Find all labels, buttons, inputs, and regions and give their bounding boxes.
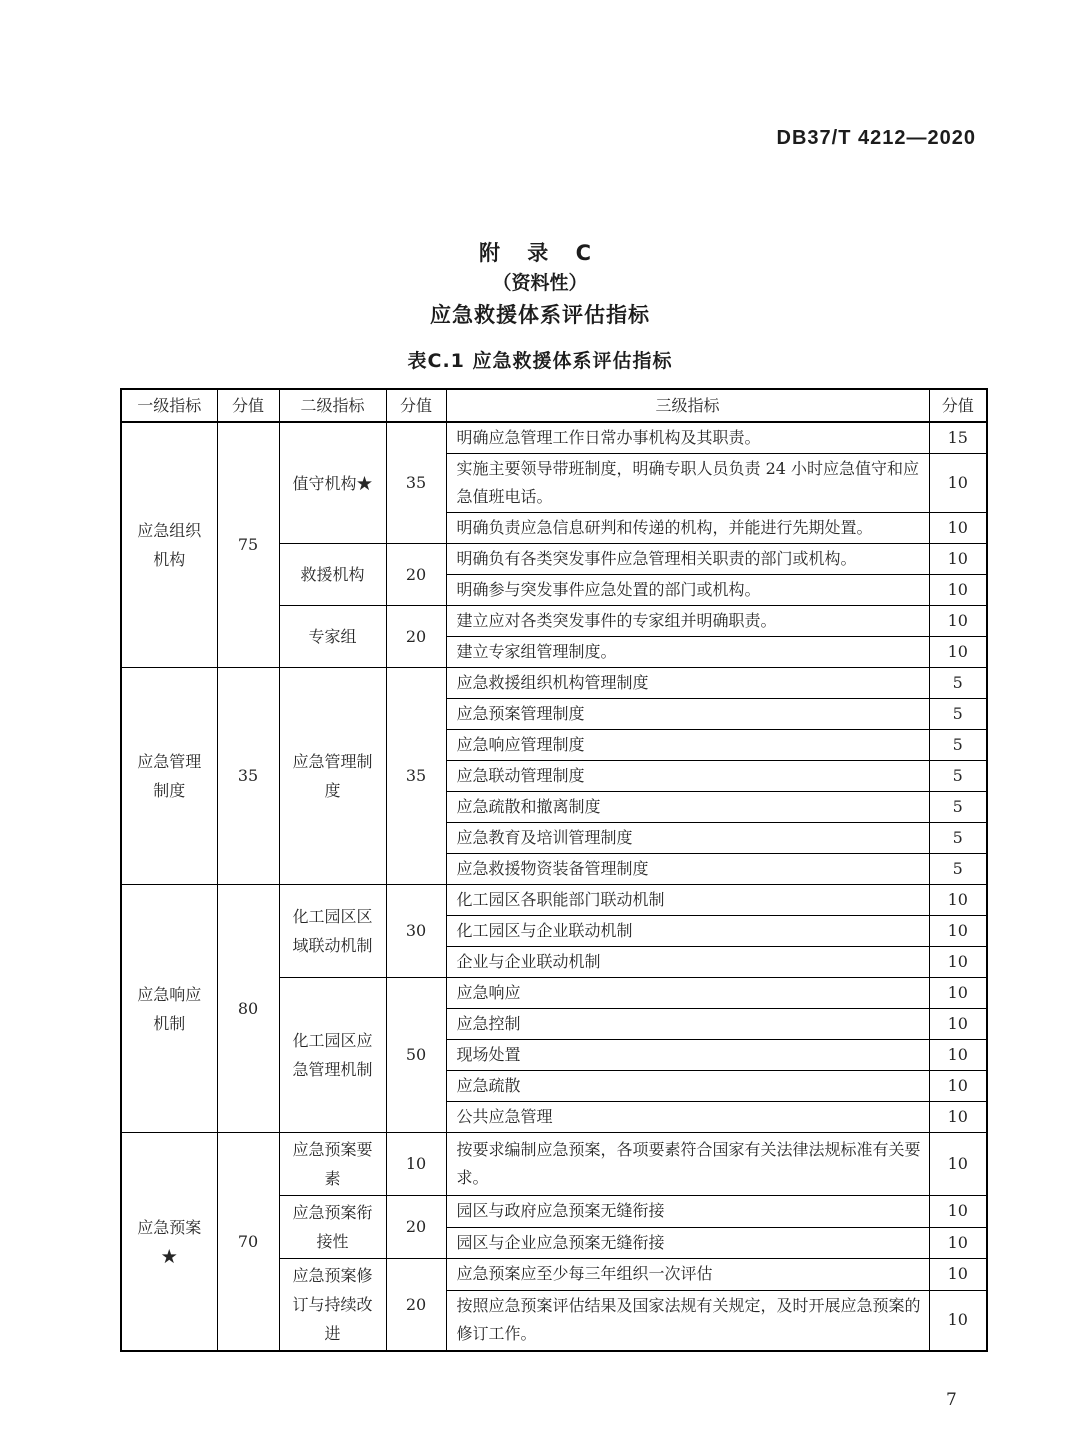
level3-indicator-cell: 应急救援组织机构管理制度 xyxy=(446,668,929,699)
level3-score-cell: 5 xyxy=(929,761,987,792)
level3-indicator-cell: 企业与企业联动机制 xyxy=(446,947,929,978)
level2-score-cell: 20 xyxy=(386,1259,446,1352)
level3-indicator-cell: 化工园区各职能部门联动机制 xyxy=(446,885,929,916)
level3-indicator-cell: 现场处置 xyxy=(446,1040,929,1071)
level3-score-cell: 10 xyxy=(929,1040,987,1071)
level3-score-cell: 10 xyxy=(929,916,987,947)
level2-score-cell: 35 xyxy=(386,422,446,544)
col-header-level1-indicator: 一级指标 xyxy=(121,389,217,422)
col-header-level2-indicator: 二级指标 xyxy=(279,389,386,422)
level2-indicator-cell: 化工园区应急管理机制 xyxy=(279,978,386,1133)
level3-indicator-cell: 应急疏散 xyxy=(446,1071,929,1102)
level3-indicator-cell: 明确应急管理工作日常办事机构及其职责。 xyxy=(446,422,929,454)
col-header-level3-score: 分值 xyxy=(929,389,987,422)
level3-score-cell: 15 xyxy=(929,422,987,454)
level1-score-cell: 80 xyxy=(217,885,279,1133)
level3-score-cell: 10 xyxy=(929,947,987,978)
level3-indicator-cell: 实施主要领导带班制度，明确专职人员负责 24 小时应急值守和应急值班电话。 xyxy=(446,454,929,513)
level3-indicator-cell: 应急预案应至少每三年组织一次评估 xyxy=(446,1259,929,1291)
document-code: DB37/T 4212—2020 xyxy=(776,127,976,149)
level3-score-cell: 10 xyxy=(929,885,987,916)
level2-indicator-cell: 救援机构 xyxy=(279,544,386,606)
table-row xyxy=(121,668,987,699)
level3-score-cell: 5 xyxy=(929,699,987,730)
level3-score-cell: 10 xyxy=(929,544,987,575)
level3-indicator-cell: 公共应急管理 xyxy=(446,1102,929,1133)
level2-indicator-cell: 应急管理制度 xyxy=(279,668,386,885)
level3-indicator-cell: 明确参与突发事件应急处置的部门或机构。 xyxy=(446,575,929,606)
level2-indicator-cell: 专家组 xyxy=(279,606,386,668)
level3-score-cell: 10 xyxy=(929,1227,987,1259)
level2-indicator-cell: 值守机构★ xyxy=(279,422,386,544)
level2-indicator-cell: 应急预案衔接性 xyxy=(279,1196,386,1259)
level2-indicator-cell: 应急预案修订与持续改进 xyxy=(279,1259,386,1352)
level3-score-cell: 10 xyxy=(929,575,987,606)
level3-score-cell: 5 xyxy=(929,792,987,823)
level1-score-cell: 35 xyxy=(217,668,279,885)
level3-indicator-cell: 应急教育及培训管理制度 xyxy=(446,823,929,854)
level1-indicator-cell: 应急预案★ xyxy=(121,1133,217,1352)
level2-score-cell: 50 xyxy=(386,978,446,1133)
table-caption: 表C.1 应急救援体系评估指标 xyxy=(407,350,673,372)
table-row xyxy=(121,1133,987,1196)
table-row xyxy=(121,885,987,916)
level3-score-cell: 10 xyxy=(929,1071,987,1102)
level3-indicator-cell: 应急响应管理制度 xyxy=(446,730,929,761)
level3-score-cell: 10 xyxy=(929,454,987,513)
level1-indicator-cell: 应急管理制度 xyxy=(121,668,217,885)
level3-score-cell: 10 xyxy=(929,606,987,637)
col-header-level3-indicator: 三级指标 xyxy=(446,389,929,422)
level1-score-cell: 70 xyxy=(217,1133,279,1352)
level3-indicator-cell: 应急疏散和撤离制度 xyxy=(446,792,929,823)
level2-indicator-cell: 应急预案要素 xyxy=(279,1133,386,1196)
table-header-row xyxy=(121,389,987,422)
level2-score-cell: 20 xyxy=(386,544,446,606)
level1-indicator-cell: 应急组织机构 xyxy=(121,422,217,668)
level3-score-cell: 10 xyxy=(929,1290,987,1351)
level3-indicator-cell: 明确负责应急信息研判和传递的机构，并能进行先期处置。 xyxy=(446,513,929,544)
level1-score-cell: 75 xyxy=(217,422,279,668)
level3-indicator-cell: 明确负有各类突发事件应急管理相关职责的部门或机构。 xyxy=(446,544,929,575)
level3-indicator-cell: 按照应急预案评估结果及国家法规有关规定，及时开展应急预案的修订工作。 xyxy=(446,1290,929,1351)
level3-score-cell: 5 xyxy=(929,730,987,761)
level3-score-cell: 10 xyxy=(929,1102,987,1133)
level3-indicator-cell: 应急控制 xyxy=(446,1009,929,1040)
level3-score-cell: 10 xyxy=(929,978,987,1009)
level3-indicator-cell: 应急救援物资装备管理制度 xyxy=(446,854,929,885)
level2-score-cell: 20 xyxy=(386,1196,446,1259)
level3-score-cell: 10 xyxy=(929,1259,987,1291)
level3-indicator-cell: 应急预案管理制度 xyxy=(446,699,929,730)
appendix-subject-title: 应急救援体系评估指标 xyxy=(430,303,650,327)
level3-score-cell: 10 xyxy=(929,1009,987,1040)
table-body xyxy=(121,422,987,1351)
level2-score-cell: 30 xyxy=(386,885,446,978)
level2-score-cell: 35 xyxy=(386,668,446,885)
level3-indicator-cell: 园区与企业应急预案无缝衔接 xyxy=(446,1227,929,1259)
table-row xyxy=(121,422,987,454)
col-header-level2-score: 分值 xyxy=(386,389,446,422)
col-header-level1-score: 分值 xyxy=(217,389,279,422)
level3-indicator-cell: 按要求编制应急预案，各项要素符合国家有关法律法规标准有关要求。 xyxy=(446,1133,929,1196)
level2-score-cell: 10 xyxy=(386,1133,446,1196)
level3-indicator-cell: 应急联动管理制度 xyxy=(446,761,929,792)
indicator-table xyxy=(120,388,988,1352)
appendix-note: （资料性） xyxy=(492,272,588,294)
level3-score-cell: 10 xyxy=(929,1196,987,1228)
level2-score-cell: 20 xyxy=(386,606,446,668)
level3-indicator-cell: 化工园区与企业联动机制 xyxy=(446,916,929,947)
level3-score-cell: 10 xyxy=(929,637,987,668)
level3-indicator-cell: 应急响应 xyxy=(446,978,929,1009)
level3-score-cell: 5 xyxy=(929,823,987,854)
level3-score-cell: 10 xyxy=(929,513,987,544)
level3-indicator-cell: 建立应对各类突发事件的专家组并明确职责。 xyxy=(446,606,929,637)
level2-indicator-cell: 化工园区区域联动机制 xyxy=(279,885,386,978)
level3-indicator-cell: 建立专家组管理制度。 xyxy=(446,637,929,668)
level3-score-cell: 5 xyxy=(929,854,987,885)
appendix-title: 附 录 C xyxy=(478,241,602,265)
level1-indicator-cell: 应急响应机制 xyxy=(121,885,217,1133)
page-number: 7 xyxy=(946,1390,957,1410)
level3-score-cell: 5 xyxy=(929,668,987,699)
level3-score-cell: 10 xyxy=(929,1133,987,1196)
level3-indicator-cell: 园区与政府应急预案无缝衔接 xyxy=(446,1196,929,1228)
